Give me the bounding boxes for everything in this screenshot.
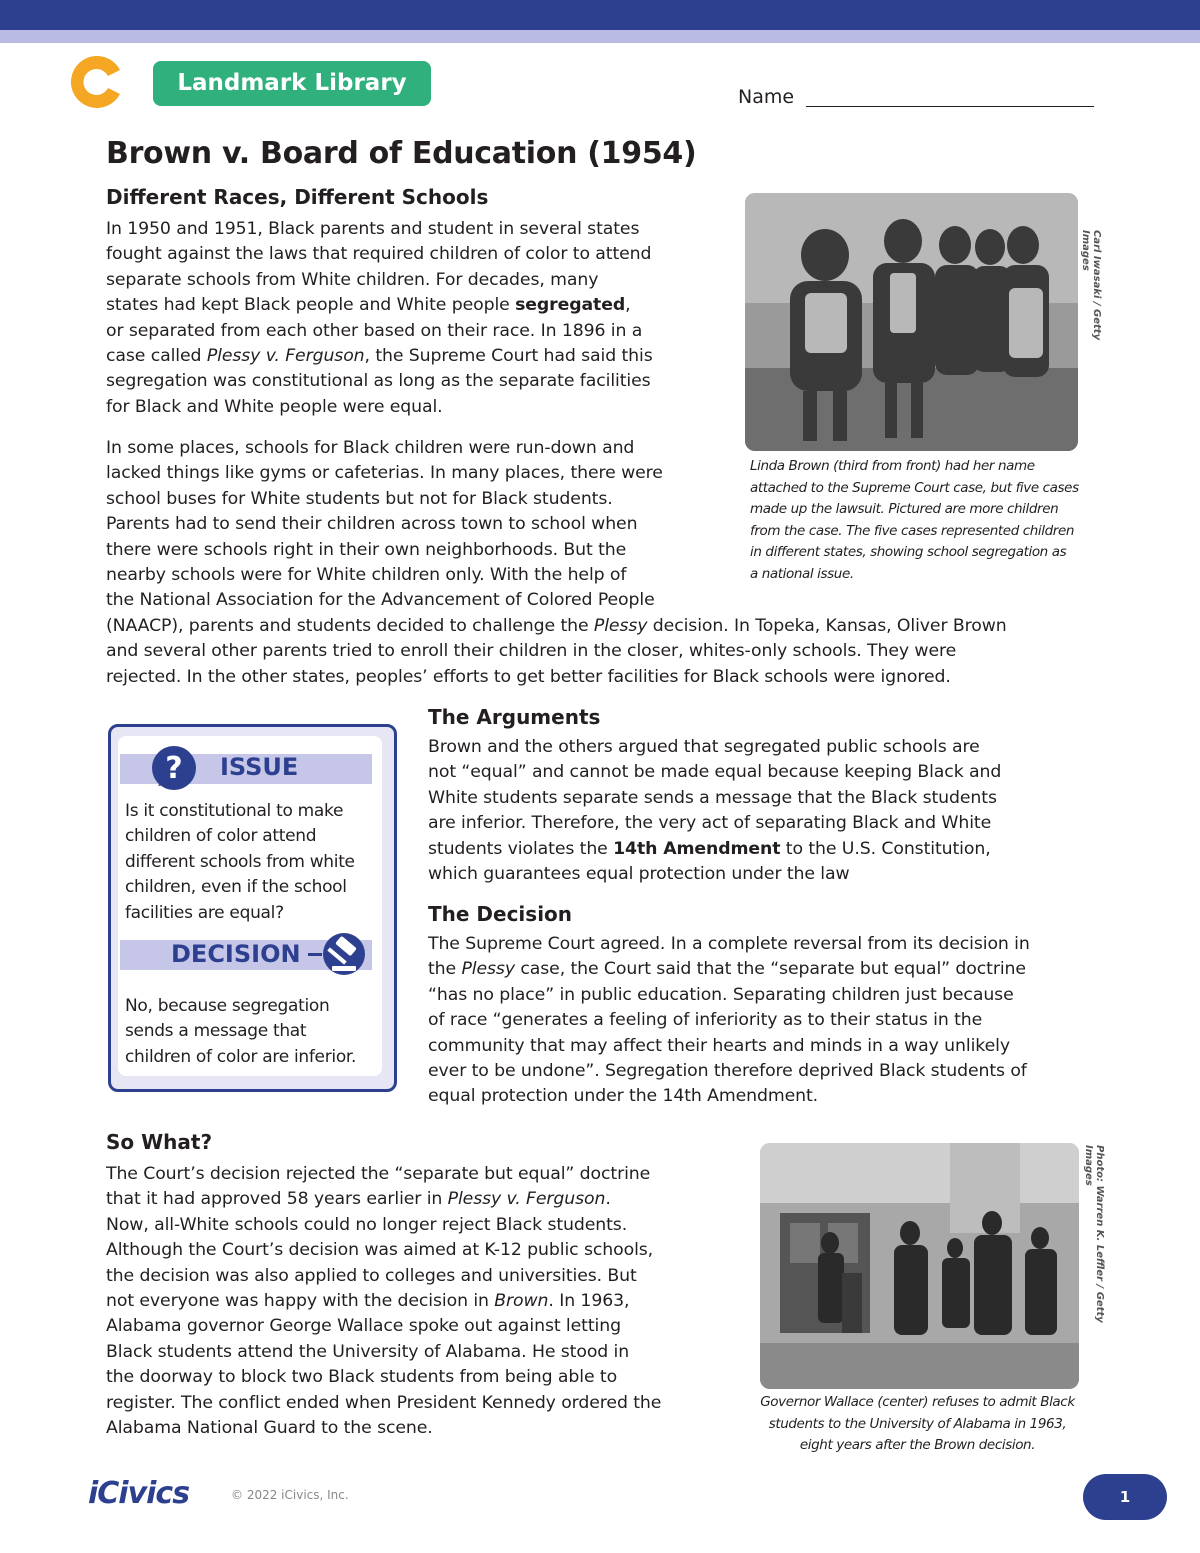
caption-photo-1	[750, 456, 1080, 586]
caption-line: Linda Brown (third from front) had her name	[750, 458, 1035, 474]
top-banner-stripe	[0, 30, 1200, 43]
issue-label: ISSUE	[220, 753, 299, 781]
decision-label: DECISION	[171, 940, 301, 968]
text-line	[106, 1289, 746, 1314]
paragraph-schools-wide	[106, 614, 1106, 690]
issue-line: children, even if the school	[125, 877, 347, 898]
text-line: Alabama National Guard to the scene.	[106, 1418, 433, 1439]
issue-line: facilities are equal?	[125, 902, 284, 923]
text-span: .	[605, 1189, 611, 1210]
photo-credit-1: Carl Iwasaki / Getty Images	[1080, 230, 1102, 341]
caption-line: a national issue.	[750, 565, 854, 582]
decision-line: children of color are inferior.	[125, 1046, 357, 1067]
text-line: In 1950 and 1951, Black parents and student in several states	[106, 219, 640, 239]
text-span: case, the Court said that the “separate but equal” doctrine	[514, 959, 1026, 980]
text-line: there were schools right in their own neighborhoods. But the	[106, 539, 627, 560]
text-span: that it had approved 58 years earlier in	[106, 1189, 448, 1210]
text-line: school buses for White students but not for Black students.	[106, 488, 613, 509]
gavel-icon	[306, 932, 370, 978]
text-span: students violates the	[428, 838, 614, 859]
text-line	[106, 344, 736, 369]
paragraph-so-what	[106, 1162, 746, 1441]
text-line	[106, 1187, 746, 1212]
name-label: Name	[738, 86, 795, 108]
page-title: Brown v. Board of Education (1954)	[106, 136, 697, 171]
photo-brown-children	[745, 193, 1078, 451]
text-line: rejected. In the other states, peoples’ efforts to get better facilities for Black schools were ignored.	[106, 666, 951, 687]
text-line: register. The conflict ended when President Kennedy ordered the	[106, 1392, 662, 1413]
text-line: of race “generates a feeling of inferiority as to their status in the	[428, 1010, 983, 1031]
text-line: In some places, schools for Black children were run-down and	[106, 438, 635, 458]
decision-line: No, because segregation	[125, 996, 330, 1016]
text-line	[428, 957, 1108, 982]
caption-line: in different states, showing school segregation as	[750, 544, 1067, 561]
text-line: not “equal” and cannot be made equal because keeping Black and	[428, 762, 1002, 783]
svg-text:?: ?	[165, 751, 183, 786]
text-line: Black students attend the University of Alabama. He stood in	[106, 1341, 630, 1362]
text-line: lacked things like gyms or cafeterias. In many places, there were	[106, 463, 663, 484]
text-line: The Supreme Court agreed. In a complete reversal from its decision in	[428, 934, 1030, 954]
text-line: fought against the laws that required children of color to attend	[106, 244, 652, 265]
issue-line: Is it constitutional to make	[125, 801, 344, 821]
text-line: Although the Court’s decision was aimed at K-12 public schools,	[106, 1240, 654, 1261]
text-line	[106, 614, 1106, 639]
text-line: which guarantees equal protection under the law	[428, 864, 850, 885]
caption-photo-2	[740, 1392, 1095, 1457]
text-line: the decision was also applied to colleges and universities. But	[106, 1265, 637, 1286]
section-heading-different-schools: Different Races, Different Schools	[106, 185, 489, 209]
text-line: community that may affect their hearts and minds in a way unlikely	[428, 1035, 1010, 1056]
question-icon	[150, 744, 200, 794]
icivics-star-logo-icon	[68, 54, 124, 110]
paragraph-decision	[428, 932, 1108, 1110]
text-line: are inferior. Therefore, the very act of separating Black and White	[428, 813, 992, 834]
decision-answer	[125, 994, 380, 1070]
caption-line: Governor Wallace (center) refuses to admit Black	[760, 1394, 1075, 1410]
text-line: nearby schools were for White children only. With the help of	[106, 565, 627, 586]
section-heading-decision: The Decision	[428, 902, 573, 926]
caption-line: students to the University of Alabama in 1963,	[768, 1415, 1067, 1432]
photo-wallace-doorway	[760, 1143, 1079, 1389]
issue-line: different schools from white	[125, 851, 355, 872]
text-span: to the U.S. Constitution,	[780, 838, 991, 859]
icivics-logo: iCivics	[88, 1476, 190, 1511]
case-name-brown: Brown	[494, 1291, 549, 1312]
text-line: Alabama governor George Wallace spoke out against letting	[106, 1316, 621, 1337]
text-line	[106, 293, 736, 318]
caption-line: attached to the Supreme Court case, but five cases	[750, 479, 1079, 496]
text-span: , the Supreme Court had said this	[364, 346, 653, 367]
caption-line: eight years after the Brown decision.	[799, 1437, 1036, 1454]
page-number: 1	[1083, 1474, 1167, 1520]
text-line: Parents had to send their children across town to school when	[106, 514, 638, 535]
text-span: decision. In Topeka, Kansas, Oliver Brown	[647, 616, 1007, 636]
photo-credit-2: Photo: Warren K. Leffler / Getty Images	[1083, 1145, 1105, 1323]
text-span: ,	[625, 295, 631, 316]
text-line: and several other parents tried to enroll their children in the closer, whites-only schools. They were	[106, 641, 957, 662]
text-span: not everyone was happy with the decision in	[106, 1291, 495, 1312]
text-span: . In 1963,	[548, 1291, 630, 1312]
text-line: Brown and the others argued that segregated public schools are	[428, 737, 980, 757]
caption-line: from the case. The five cases represented children	[750, 522, 1075, 539]
text-line: the doorway to block two Black students from being able to	[106, 1367, 618, 1388]
term-segregated: segregated	[515, 295, 626, 316]
text-line: separate schools from White children. For decades, many	[106, 269, 599, 290]
text-line: “has no place” in public education. Separating children just because	[428, 984, 1014, 1005]
text-line: or separated from each other based on their race. In 1896 in a	[106, 320, 643, 341]
issue-line: children of color attend	[125, 826, 317, 847]
issue-question	[125, 799, 380, 926]
text-line: White students separate sends a message that the Black students	[428, 787, 997, 808]
text-line: Now, all-White schools could no longer reject Black students.	[106, 1214, 628, 1235]
text-span: the	[428, 959, 462, 980]
case-name-plessy: Plessy	[461, 959, 515, 980]
text-line: The Court’s decision rejected the “separate but equal” doctrine	[106, 1164, 651, 1184]
text-line: equal protection under the 14th Amendment.	[428, 1086, 819, 1107]
paragraph-arguments	[428, 735, 1108, 887]
landmark-library-badge: Landmark Library	[153, 61, 431, 106]
section-heading-arguments: The Arguments	[428, 705, 601, 729]
text-span: states had kept Black people and White people	[106, 295, 516, 316]
name-field-line[interactable]	[806, 106, 1094, 107]
text-line: segregation was constitutional as long as the separate facilities	[106, 371, 651, 392]
text-line	[428, 837, 1108, 862]
case-name-plessy: Plessy v. Ferguson	[447, 1189, 606, 1210]
section-heading-so-what: So What?	[106, 1130, 213, 1154]
text-line: ever to be undone”. Segregation therefore deprived Black students of	[428, 1061, 1027, 1082]
text-line: for Black and White people were equal.	[106, 396, 443, 417]
copyright-notice: © 2022 iCivics, Inc.	[231, 1488, 349, 1502]
paragraph-schools-narrow	[106, 436, 736, 614]
caption-line: made up the lawsuit. Pictured are more children	[750, 501, 1059, 518]
paragraph-intro	[106, 217, 736, 420]
text-line: the National Association for the Advancement of Colored People	[106, 590, 655, 611]
term-14th-amendment: 14th Amendment	[613, 838, 781, 859]
case-name-plessy: Plessy	[593, 616, 648, 636]
text-span: case called	[106, 346, 207, 367]
top-banner	[0, 0, 1200, 30]
text-span: (NAACP), parents and students decided to challenge the	[106, 616, 594, 636]
decision-line: sends a message that	[125, 1021, 307, 1042]
case-name-plessy: Plessy v. Ferguson	[206, 346, 365, 367]
